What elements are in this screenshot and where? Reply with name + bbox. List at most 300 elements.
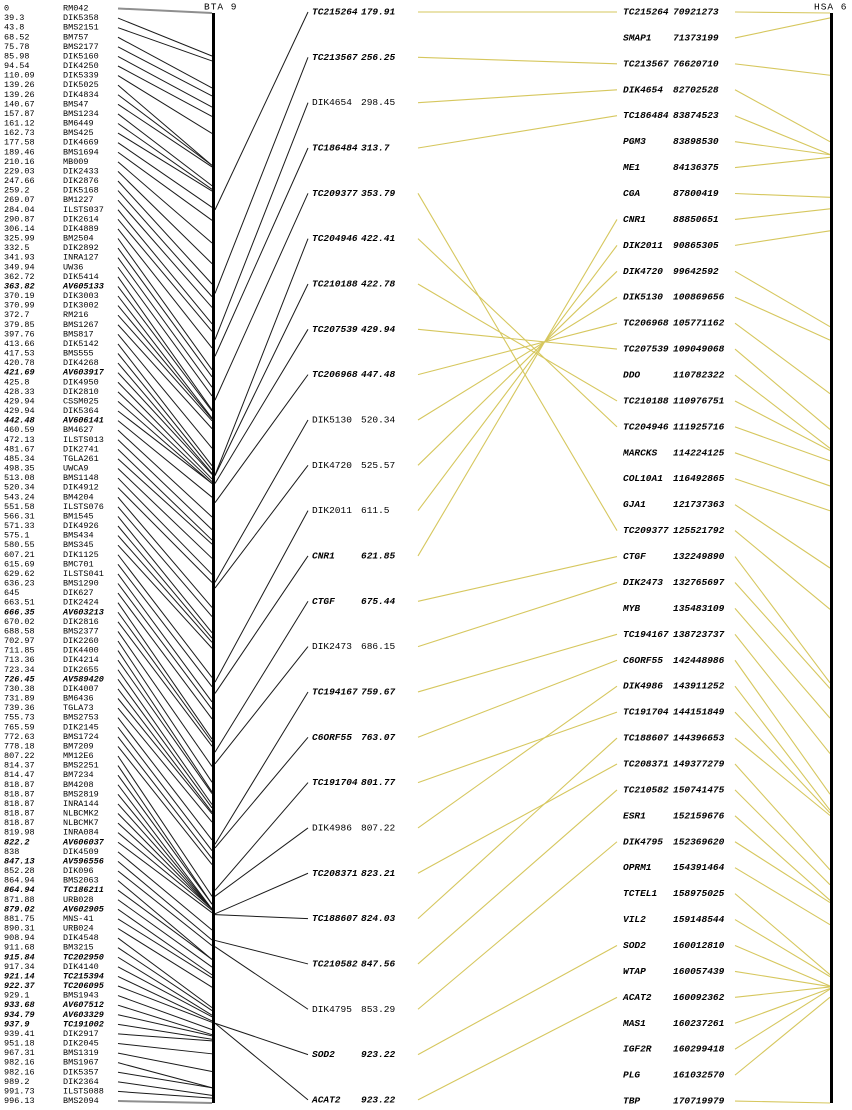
bta-chromosome-label: BTA 9 — [204, 1, 238, 13]
left-marker-position: 951.18 — [4, 1038, 35, 1049]
left-connector-line — [118, 239, 212, 370]
right-marker-name: GJA1 — [623, 499, 646, 511]
right-marker-bp: 160299418 — [673, 1043, 725, 1055]
mid-marker-position: 298.45 — [361, 97, 396, 109]
right-marker-name: DIK2011 — [623, 239, 663, 251]
left-connector-line — [118, 66, 212, 116]
mid-right-link — [418, 557, 617, 602]
right-marker-bp: 158975025 — [673, 888, 725, 900]
mid-right-link — [418, 945, 617, 1054]
left-connector-line — [118, 1072, 212, 1087]
left-marker-position: 363.82 — [4, 281, 35, 292]
left-marker-position: 915.84 — [4, 952, 35, 963]
mid-connector-line — [215, 103, 308, 340]
mid-marker-name: DIK4986 — [312, 822, 352, 834]
mid-connector-line — [215, 420, 308, 582]
left-marker-name: DIK2655 — [63, 664, 99, 675]
mid-marker-name: TC186484 — [312, 142, 358, 154]
left-connector-line — [118, 181, 212, 284]
right-marker-name: TC191704 — [623, 706, 669, 718]
chromosome-bars — [212, 13, 833, 1106]
left-marker-position: 397.76 — [4, 329, 35, 340]
left-marker-position: 413.66 — [4, 338, 35, 349]
left-marker-position: 967.31 — [4, 1048, 35, 1059]
left-marker-name: BM4208 — [63, 779, 94, 790]
left-marker-position: 580.55 — [4, 540, 35, 551]
left-marker-position: 157.87 — [4, 108, 35, 119]
right-marker-name: TC209377 — [623, 525, 669, 537]
left-marker-position: 306.14 — [4, 223, 35, 234]
mid-marker-position: 847.56 — [361, 958, 396, 970]
mid-marker-name: TC194167 — [312, 686, 358, 698]
left-marker-position: 838 — [4, 846, 20, 857]
left-marker-name: DIK4509 — [63, 846, 99, 857]
right-hsa-link — [735, 64, 830, 75]
mid-right-link — [418, 57, 617, 64]
right-marker-bp: 84136375 — [673, 162, 719, 174]
mid-right-link — [418, 790, 617, 964]
right-marker-bp: 83898530 — [673, 136, 719, 148]
left-marker-name: AV606141 — [63, 415, 104, 426]
right-hsa-link — [735, 18, 830, 38]
left-marker-name: DIK2364 — [63, 1076, 99, 1087]
left-marker-name: BM7209 — [63, 741, 94, 752]
left-marker-name: DIK2917 — [63, 1028, 99, 1039]
left-marker-name: DIK2433 — [63, 166, 99, 177]
left-marker-position: 917.34 — [4, 961, 35, 972]
mid-right-link — [418, 842, 617, 1010]
left-marker-position: 362.72 — [4, 271, 35, 282]
left-marker-name: TGLA261 — [63, 453, 99, 464]
left-marker-name: BMS555 — [63, 348, 94, 359]
right-marker-name: TC194167 — [623, 628, 669, 640]
left-marker-name: DIK4912 — [63, 482, 99, 493]
left-marker-name: DIK4268 — [63, 358, 99, 369]
left-marker-name: DIK4669 — [63, 137, 99, 148]
left-marker-name: BM6449 — [63, 118, 94, 129]
left-marker-name: BMS1148 — [63, 473, 99, 484]
left-marker-position: 332.5 — [4, 243, 30, 254]
right-marker-bp: 144396653 — [673, 732, 725, 744]
left-marker-name: BMS1943 — [63, 990, 99, 1001]
right-marker-name: TC206968 — [623, 317, 669, 329]
left-marker-position: 982.16 — [4, 1067, 35, 1078]
mid-marker-name: TC207539 — [312, 323, 358, 335]
left-connector-line — [118, 9, 212, 14]
left-marker-name: DIK2045 — [63, 1038, 99, 1049]
mid-marker-name: TC210582 — [312, 958, 358, 970]
left-marker-name: NLBCMK2 — [63, 808, 99, 819]
left-marker-position: 177.58 — [4, 137, 35, 148]
right-marker-name: MAS1 — [623, 1017, 646, 1029]
left-connector-line — [118, 354, 212, 470]
right-marker-name: DIK2473 — [623, 576, 663, 588]
mid-marker-position: 675.44 — [361, 595, 396, 607]
left-marker-position: 162.73 — [4, 128, 35, 139]
right-marker-name: SMAP1 — [623, 32, 652, 44]
left-connector-line — [118, 756, 212, 896]
left-marker-name: BMS1267 — [63, 319, 99, 330]
right-marker-name: TC186484 — [623, 110, 669, 122]
left-marker-name: DIK5339 — [63, 70, 99, 81]
left-marker-name: TC186211 — [63, 885, 104, 896]
mid-right-link — [418, 660, 617, 737]
left-marker-name: INRA084 — [63, 827, 99, 838]
right-hsa-link — [735, 479, 830, 511]
mid-marker-name: DIK2011 — [312, 505, 352, 517]
right-hsa-link — [735, 157, 830, 167]
left-marker-name: DIK5142 — [63, 338, 99, 349]
right-hsa-link — [735, 842, 830, 903]
left-marker-position: 818.87 — [4, 818, 35, 829]
left-marker-position: 711.85 — [4, 645, 35, 656]
left-marker-position: 571.33 — [4, 521, 35, 531]
mid-right-link — [418, 90, 617, 103]
right-marker-name: TC207539 — [623, 343, 669, 355]
hsa-chromosome-label: HSA 6 — [814, 1, 848, 13]
left-marker-name: TC206095 — [63, 981, 104, 991]
left-marker-position: 996.13 — [4, 1096, 35, 1106]
left-connector-line — [118, 976, 212, 1021]
mid-connector-line — [215, 940, 308, 964]
left-marker-name: BM6436 — [63, 693, 94, 704]
left-marker-position: 429.94 — [4, 406, 35, 416]
left-marker-position: 442.48 — [4, 415, 35, 426]
left-marker-name: ILSTS076 — [63, 501, 104, 512]
left-marker-name: BMS434 — [63, 530, 94, 541]
left-marker-position: 807.22 — [4, 751, 35, 761]
left-marker-position: 755.73 — [4, 712, 35, 723]
mid-marker-name: DIK2473 — [312, 641, 352, 653]
right-marker-name: TC215264 — [623, 6, 669, 18]
right-hsa-link — [735, 989, 830, 1024]
left-marker-position: 460.59 — [4, 425, 35, 436]
left-marker-position: 922.37 — [4, 981, 35, 991]
left-marker-position: 139.26 — [4, 80, 35, 91]
right-marker-bp: 154391464 — [673, 862, 725, 874]
left-connector-line — [118, 440, 212, 530]
mid-marker-name: TC188607 — [312, 913, 358, 925]
left-marker-name: DIK5364 — [63, 406, 99, 416]
right-marker-bp: 121737363 — [673, 499, 725, 511]
left-marker-name: URB028 — [63, 894, 94, 905]
left-marker-position: 852.28 — [4, 866, 35, 876]
mid-marker-name: CNR1 — [312, 550, 335, 562]
left-marker-name: UW36 — [63, 262, 84, 273]
left-marker-name: TGLA73 — [63, 703, 94, 714]
left-marker-name: DIK2876 — [63, 176, 99, 186]
left-connector-line — [118, 957, 212, 1015]
mid-right-link — [418, 738, 617, 919]
left-connector-line — [118, 104, 212, 167]
right-hsa-link — [735, 764, 830, 870]
right-marker-bp: 152159676 — [673, 810, 725, 822]
right-marker-name: DIK4720 — [623, 265, 663, 277]
mid-connector-line — [215, 329, 308, 483]
left-marker-position: 189.46 — [4, 147, 35, 158]
left-marker-position: 370.99 — [4, 300, 35, 311]
left-connector-line — [118, 286, 212, 411]
right-hsa-link — [735, 997, 830, 1075]
mid-marker-name: TC213567 — [312, 51, 358, 63]
right-marker-name: TBP — [623, 1095, 641, 1107]
left-connector-line — [118, 1101, 212, 1103]
mid-marker-position: 611.5 — [361, 505, 390, 517]
right-marker-bp: 110976751 — [673, 395, 725, 407]
left-marker-name: BMS2094 — [63, 1096, 99, 1106]
left-marker-position: 818.87 — [4, 808, 35, 819]
left-marker-position: 778.18 — [4, 741, 35, 752]
mid-marker-name: TC209377 — [312, 187, 358, 199]
left-marker-position: 982.16 — [4, 1057, 35, 1068]
right-marker-bp: 70921273 — [673, 6, 719, 18]
left-marker-name: ILSTS041 — [63, 568, 104, 579]
left-marker-name: DIK5025 — [63, 80, 99, 91]
right-marker-bp: 143911252 — [673, 680, 725, 692]
left-connector-line — [118, 56, 212, 107]
mid-right-link — [418, 323, 617, 374]
left-marker-position: 39.3 — [4, 13, 25, 24]
left-marker-name: BM757 — [63, 32, 89, 43]
left-marker-position: 615.69 — [4, 559, 35, 570]
mid-connector-line — [215, 284, 308, 476]
mid-connector-line — [215, 511, 308, 682]
right-marker-name: VIL2 — [623, 914, 646, 926]
left-marker-name: AV607512 — [63, 1000, 104, 1011]
left-connector-line — [118, 641, 212, 782]
left-marker-position: 822.2 — [4, 837, 30, 848]
left-marker-name: INRA144 — [63, 798, 99, 809]
left-marker-position: 341.93 — [4, 252, 35, 263]
left-marker-position: 94.54 — [4, 61, 30, 71]
right-hsa-link — [735, 375, 830, 448]
right-marker-name: PLG — [623, 1069, 641, 1081]
left-connector-line — [118, 603, 212, 739]
left-marker-position: 934.79 — [4, 1009, 35, 1020]
mid-marker-position: 801.77 — [361, 777, 396, 789]
left-marker-name: DIK5168 — [63, 185, 99, 196]
left-marker-position: 911.68 — [4, 942, 35, 953]
left-marker-name: DIK4926 — [63, 521, 99, 531]
left-marker-position: 566.31 — [4, 511, 35, 522]
left-marker-name: DIK2145 — [63, 722, 99, 733]
left-connector-line — [118, 430, 212, 517]
mid-connector-line — [215, 828, 308, 896]
left-marker-position: 731.89 — [4, 693, 35, 704]
right-hsa-link — [735, 209, 830, 220]
left-connector-line — [118, 612, 212, 742]
right-marker-bp: 88850651 — [673, 213, 719, 225]
left-marker-position: 551.58 — [4, 501, 35, 512]
mid-marker-name: C6ORF55 — [312, 731, 352, 743]
left-marker-position: 937.9 — [4, 1019, 30, 1030]
right-marker-bp: 161032570 — [673, 1069, 725, 1081]
left-marker-position: 818.87 — [4, 789, 35, 800]
left-marker-position: 739.36 — [4, 703, 35, 714]
right-marker-bp: 160237261 — [673, 1017, 725, 1029]
mid-marker-position: 923.22 — [361, 1094, 396, 1106]
left-marker-position: 929.1 — [4, 990, 30, 1001]
left-marker-name: RM216 — [63, 310, 89, 321]
left-marker-name: DIK2260 — [63, 636, 99, 646]
mid-marker-name: TC210188 — [312, 278, 358, 290]
left-connector-line — [118, 95, 212, 166]
right-hsa-link — [735, 987, 830, 997]
left-marker-position: 636.23 — [4, 578, 35, 589]
left-connector-line — [118, 171, 212, 263]
left-marker-name: RM042 — [63, 3, 89, 14]
right-marker-name: DIK5130 — [623, 291, 663, 303]
left-marker-position: 498.35 — [4, 463, 35, 474]
right-hsa-link — [735, 868, 830, 925]
left-marker-position: 325.99 — [4, 233, 35, 244]
mid-right-link — [418, 245, 617, 510]
left-marker-position: 139.26 — [4, 89, 35, 100]
left-marker-position: 607.21 — [4, 549, 35, 560]
left-marker-position: 666.35 — [4, 607, 35, 618]
left-connector-line — [118, 37, 212, 88]
left-marker-position: 513.08 — [4, 473, 35, 484]
right-marker-bp: 105771162 — [673, 317, 725, 329]
right-hsa-link — [735, 453, 830, 486]
right-hsa-link — [735, 194, 830, 198]
left-marker-name: TC215394 — [63, 971, 104, 982]
left-marker-name: AV603917 — [63, 367, 104, 378]
left-marker-position: 933.68 — [4, 1000, 35, 1011]
left-marker-position: 670.02 — [4, 616, 35, 627]
left-marker-position: 75.78 — [4, 41, 30, 52]
mid-marker-position: 763.07 — [361, 731, 396, 743]
left-marker-name: DIK2614 — [63, 214, 99, 225]
right-marker-name: DIK4654 — [623, 84, 663, 96]
right-marker-name: PGM3 — [623, 136, 646, 148]
left-marker-name: BMS2151 — [63, 22, 99, 33]
right-hsa-link — [735, 582, 830, 688]
left-connector-line — [118, 804, 212, 909]
mid-connector-line — [215, 1023, 308, 1054]
mid-marker-name: TC206968 — [312, 369, 358, 381]
mid-connector-line — [215, 193, 308, 400]
left-marker-position: 428.33 — [4, 386, 35, 397]
left-marker-name: BMS47 — [63, 99, 89, 110]
left-marker-name: DIK5358 — [63, 13, 99, 24]
mid-connector-line — [215, 873, 308, 914]
left-marker-name: BM1227 — [63, 195, 94, 206]
mid-marker-name: DIK4720 — [312, 459, 352, 471]
left-marker-name: MB009 — [63, 156, 89, 167]
left-marker-name: BMS2753 — [63, 712, 99, 723]
right-marker-bp: 152369620 — [673, 836, 725, 848]
mid-marker-position: 520.34 — [361, 414, 396, 426]
left-marker-name: BMS1694 — [63, 147, 99, 158]
left-marker-name: BMC701 — [63, 559, 94, 570]
left-marker-position: 269.07 — [4, 195, 35, 206]
mid-right-link — [418, 712, 617, 783]
right-marker-bp: 71373199 — [673, 32, 719, 44]
left-connector-line — [118, 1053, 212, 1071]
left-marker-position: 472.13 — [4, 434, 35, 445]
mid-right-link — [418, 997, 617, 1100]
left-marker-name: DIK5160 — [63, 51, 99, 62]
mid-marker-position: 353.79 — [361, 187, 396, 199]
left-connector-line — [118, 200, 212, 307]
mid-connector-line — [215, 239, 308, 476]
right-hsa-link — [735, 349, 830, 429]
left-marker-name: DIK4007 — [63, 683, 99, 694]
left-marker-name: ILSTS088 — [63, 1086, 104, 1097]
left-marker-name: MM12E6 — [63, 751, 94, 761]
left-marker-name: DIK4140 — [63, 961, 99, 972]
right-marker-bp: 135483109 — [673, 602, 725, 614]
left-marker-position: 370.19 — [4, 291, 35, 301]
left-marker-name: BMS2377 — [63, 626, 99, 637]
left-connector-line — [118, 699, 212, 814]
mid-connector-line — [215, 57, 308, 293]
left-marker-name: AV589420 — [63, 674, 104, 685]
mid-marker-position: 759.67 — [361, 686, 396, 698]
left-marker-name: BMS817 — [63, 329, 94, 340]
right-hsa-link — [735, 505, 830, 568]
left-marker-position: 871.88 — [4, 894, 35, 905]
left-marker-name: DIK4889 — [63, 223, 99, 234]
bta-chromosome-bar — [212, 13, 215, 1103]
mid-right-link — [418, 271, 617, 465]
left-marker-name: BM4627 — [63, 425, 94, 436]
right-marker-name: TC204946 — [623, 421, 669, 433]
left-connector-line — [118, 929, 212, 988]
right-hsa-link — [735, 989, 830, 1049]
left-marker-name: AV603213 — [63, 607, 104, 618]
left-marker-name: DIK4548 — [63, 933, 99, 944]
mid-marker-position: 686.15 — [361, 641, 396, 653]
left-marker-name: BMS1290 — [63, 578, 99, 589]
right-marker-bp: 109049068 — [673, 343, 725, 355]
left-marker-name: BMS2819 — [63, 789, 99, 800]
left-marker-position: 425.8 — [4, 377, 30, 388]
left-marker-position: 421.69 — [4, 367, 35, 378]
right-hsa-link — [735, 427, 830, 461]
mid-marker-name: DIK5130 — [312, 414, 352, 426]
mid-right-link — [418, 582, 617, 646]
left-marker-name: DIK4950 — [63, 377, 99, 388]
left-marker-position: 485.34 — [4, 453, 35, 464]
left-marker-position: 818.87 — [4, 779, 35, 790]
left-marker-position: 481.67 — [4, 444, 35, 455]
left-marker-position: 140.67 — [4, 99, 35, 110]
left-marker-position: 921.14 — [4, 971, 35, 982]
left-marker-position: 726.45 — [4, 674, 35, 685]
mid-marker-position: 429.94 — [361, 323, 396, 335]
left-marker-position: 881.75 — [4, 913, 35, 924]
mid-marker-name: ACAT2 — [312, 1094, 341, 1106]
left-marker-name: INRA127 — [63, 252, 99, 263]
left-connector-line — [118, 162, 212, 243]
left-marker-position: 818.87 — [4, 798, 35, 809]
right-hsa-link — [735, 531, 830, 610]
left-marker-position: 688.58 — [4, 626, 35, 637]
mid-marker-position: 179.91 — [361, 6, 396, 18]
right-marker-bp: 82702528 — [673, 84, 719, 96]
mid-right-link — [418, 193, 617, 530]
left-marker-name: DIK3003 — [63, 291, 99, 301]
right-marker-name: MYB — [623, 602, 641, 614]
left-marker-position: 420.78 — [4, 358, 35, 369]
left-marker-name: BMS345 — [63, 540, 94, 551]
left-marker-position: 284.04 — [4, 204, 35, 215]
left-connector-line — [118, 766, 212, 905]
right-marker-bp: 87800419 — [673, 188, 719, 200]
left-marker-position: 645 — [4, 588, 20, 599]
